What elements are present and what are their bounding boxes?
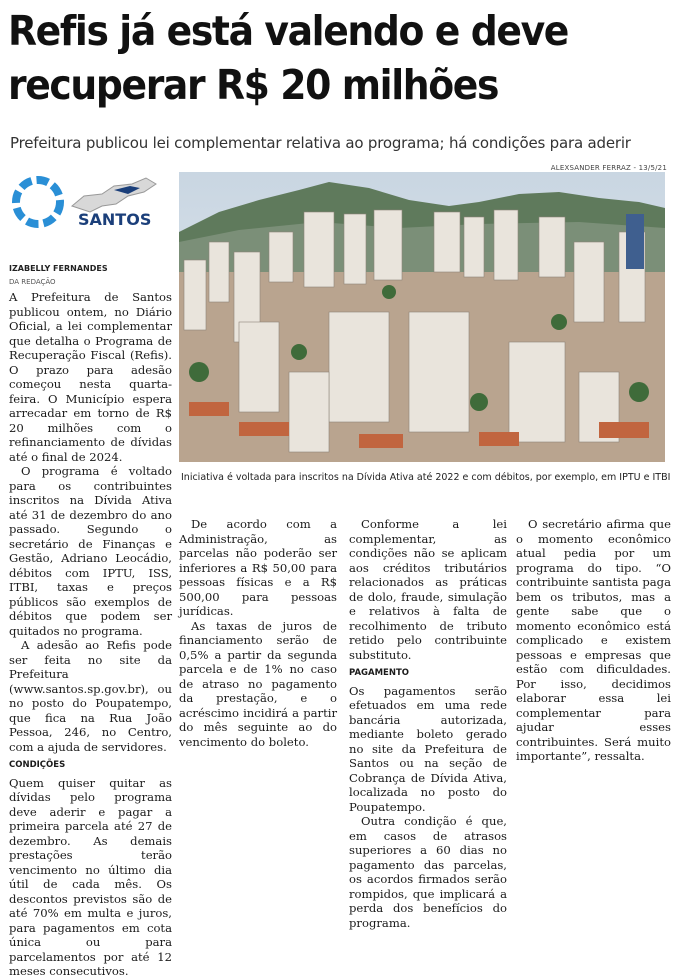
- paragraph: A adesão ao Refis pode ser feita no site da Prefeitura (www.santos.sp.gov.br), ou no posto do Poupatempo, que fica na Rua João Pessoa, 246, no Centro, com a ajuda de servidores.: [9, 638, 172, 754]
- article-column-2: [179, 517, 337, 749]
- article-column-3: [349, 517, 507, 930]
- city-skyline-photo: [179, 172, 665, 462]
- paragraph: Conforme a lei complementar, as condições não se aplicam aos créditos tributários relacionados as práticas de dolo, fraude, simulação e relativos à falta de recolhimento de tributo retido pelo contribuinte substituto.: [349, 517, 507, 662]
- photo-caption: Iniciativa é voltada para inscritos na Dívida Ativa até 2022 e com débitos, por exemplo, em IPTU e ITBI: [181, 472, 671, 483]
- paragraph: De acordo com a Administração, as parcelas não poderão ser inferiores a R$ 50,00 para pessoas físicas e a R$ 500,00 para pessoas jurídicas.: [179, 517, 337, 618]
- paragraph: Outra condição é que, em casos de atrasos superiores a 60 dias no pagamento das parcelas, os acordos firmados serão rompidos, que implicará a perda dos benefícios do programa.: [349, 814, 507, 930]
- headline: Refis já está valendo e deve recuperar R$ 20 milhões: [8, 7, 569, 109]
- article-column-1: [9, 290, 172, 979]
- paragraph: Quem quiser quitar as dívidas pelo programa deve aderir e pagar a primeira parcela até 27 de dezembro. As demais prestações terão vencimento no último dia útil de cada mês. Os descontos previstos são de até 70% em multa e juros, para pagamentos em cota única ou para parcelamentos por até 12 meses consecutivos.: [9, 775, 172, 978]
- paragraph: O programa é voltado para os contribuintes inscritos na Dívida Ativa até 31 de dezembro do ano passado. Segundo o secretário de Finanças e Gestão, Adriano Leocádio, débitos com IPTU, ISS, ITBI, taxas e preços públicos são exemplos de débitos que podem ser quitados no programa.: [9, 464, 172, 638]
- paragraph: Os pagamentos serão efetuados em uma rede bancária autorizada, mediante boleto gerado no site da Prefeitura de Santos ou na seção de Cobrança de Dívida Ativa, localizada no posto do Poupatempo.: [349, 683, 507, 814]
- map-outline-icon: [72, 178, 156, 212]
- byline-sub: DA REDAÇÃO: [9, 278, 56, 286]
- article-column-4: [516, 517, 671, 764]
- section-heading-condicoes: CONDIÇÕES: [9, 760, 66, 770]
- paragraph: O secretário afirma que o momento econômico atual pedia por um programa do tipo. “O contribuinte santista paga bem os tributos, mas a gente sabe que o momento econômico está complicado e existem pessoas e empresas que estão com dificuldades. Por isso, decidimos elaborar essa lei complementar para ajudar esses contribuintes. Será muito importante”, ressalta.: [516, 517, 671, 763]
- paragraph: A Prefeitura de Santos publicou ontem, no Diário Oficial, a lei complementar que detalha o Programa de Recuperação Fiscal (Refis). O prazo para adesão começou nesta quarta-feira. O Município espera arrecadar em torno de R$ 20 milhões com o refinanciamento de dívidas até o final de 2024.: [9, 290, 172, 464]
- paragraph: As taxas de juros de financiamento serão de 0,5% a partir da segunda parcela e de 1% no caso de atraso no pagamento da prestação, e o acréscimo incidirá a partir do mês seguinte ao do vencimento do boleto.: [179, 618, 337, 749]
- byline: IZABELLY FERNANDES: [9, 264, 108, 273]
- section-label: SANTOS: [78, 210, 152, 229]
- subheadline: Prefeitura publicou lei complementar relativa ao programa; há condições para aderir: [10, 134, 631, 152]
- photo-credit: ALEXSANDER FERRAZ - 13/5/21: [550, 164, 667, 172]
- section-heading-pagamento: PAGAMENTO: [349, 668, 409, 678]
